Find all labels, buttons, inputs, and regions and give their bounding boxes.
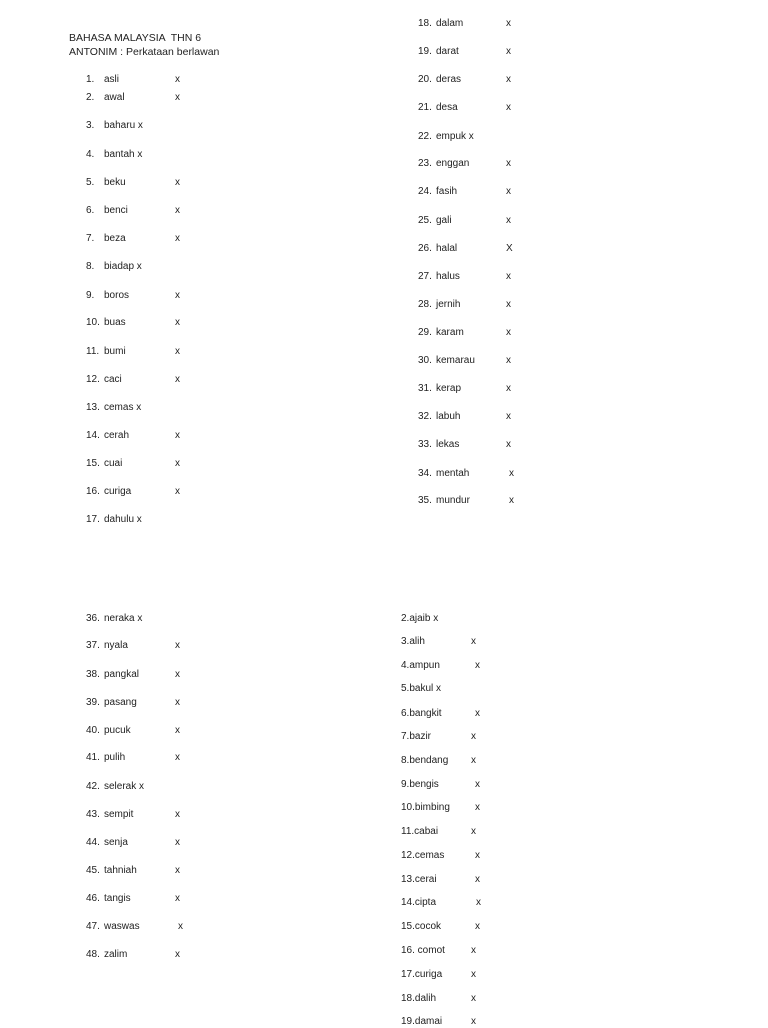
list-item [86, 612, 196, 625]
item-word: karam [436, 327, 464, 338]
cross-mark: x [175, 697, 180, 708]
item-word: benci [104, 205, 128, 216]
item-word: cemas x [104, 402, 142, 413]
cross-mark: x [506, 74, 511, 85]
item-number: 11. [86, 346, 100, 357]
cross-mark: x [471, 731, 476, 742]
item-word: 2.ajaib x [401, 613, 439, 624]
item-word: 7.bazir [401, 731, 432, 742]
item-word: tangis [104, 893, 131, 904]
cross-mark: x [475, 802, 480, 813]
item-word: 5.bakul x [401, 683, 442, 694]
cross-mark: x [509, 468, 514, 479]
cross-mark: x [475, 660, 480, 671]
item-word: senja [104, 837, 128, 848]
cross-mark: x [175, 893, 180, 904]
list-item [418, 45, 528, 58]
cross-mark: x [175, 92, 180, 103]
list-item [86, 696, 196, 709]
list-item [401, 778, 511, 791]
item-word: halal [436, 243, 458, 254]
item-word: jernih [436, 299, 461, 310]
item-number: 41. [86, 752, 100, 763]
list-item [401, 849, 511, 862]
item-number: 28. [418, 299, 432, 310]
list-item [86, 639, 196, 652]
list-item [86, 176, 196, 189]
list-item [86, 429, 196, 442]
item-number: 42. [86, 781, 100, 792]
list-item [418, 101, 528, 114]
cross-mark: x [475, 921, 480, 932]
item-number: 20. [418, 74, 432, 85]
list-item [401, 801, 511, 814]
list-item [401, 944, 511, 957]
item-number: 27. [418, 271, 432, 282]
cross-mark: x [175, 317, 180, 328]
item-word: awal [104, 92, 125, 103]
item-number: 9. [86, 290, 95, 301]
list-item [401, 635, 511, 648]
item-word: lekas [436, 439, 460, 450]
item-word: labuh [436, 411, 461, 422]
list-item [401, 825, 511, 838]
item-word: pasang [104, 697, 137, 708]
cross-mark: x [471, 636, 476, 647]
list-item [86, 724, 196, 737]
item-word: darat [436, 46, 459, 57]
item-number: 7. [86, 233, 95, 244]
item-word: halus [436, 271, 460, 282]
item-number: 35. [418, 495, 432, 506]
item-word: sempit [104, 809, 134, 820]
item-word: 12.cemas [401, 850, 445, 861]
item-number: 18. [418, 18, 432, 29]
item-number: 33. [418, 439, 432, 450]
cross-mark: X [506, 243, 513, 254]
item-word: asli [104, 74, 120, 85]
cross-mark: x [175, 949, 180, 960]
cross-mark: x [175, 486, 180, 497]
list-item [86, 948, 196, 961]
item-word: 6.bangkit [401, 708, 442, 719]
list-item [86, 920, 196, 933]
cross-mark: x [506, 327, 511, 338]
list-item [86, 836, 196, 849]
list-item [86, 91, 196, 104]
item-number: 2. [86, 92, 95, 103]
cross-mark: x [471, 945, 476, 956]
list-item [86, 668, 196, 681]
cross-mark: x [471, 755, 476, 766]
cross-mark: x [475, 708, 480, 719]
cross-mark: x [506, 411, 511, 422]
cross-mark: x [506, 46, 511, 57]
item-word: beku [104, 177, 126, 188]
item-number: 31. [418, 383, 432, 394]
cross-mark: x [506, 299, 511, 310]
cross-mark: x [506, 215, 511, 226]
item-number: 48. [86, 949, 100, 960]
list-item [401, 754, 511, 767]
item-number: 4. [86, 149, 95, 160]
list-item [86, 289, 196, 302]
list-item [401, 682, 511, 695]
cross-mark: x [471, 1016, 476, 1027]
item-number: 44. [86, 837, 100, 848]
item-word: empuk x [436, 131, 474, 142]
item-word: pucuk [104, 725, 131, 736]
item-word: 10.bimbing [401, 802, 450, 813]
item-word: 15.cocok [401, 921, 442, 932]
list-item [418, 410, 528, 423]
list-item [401, 707, 511, 720]
list-item [86, 808, 196, 821]
item-word: 17.curiga [401, 969, 443, 980]
worksheet-header [69, 31, 219, 59]
item-word: selerak x [104, 781, 145, 792]
page-subtitle: ANTONIM : Perkataan berlawan [69, 46, 220, 58]
item-word: 14.cipta [401, 897, 437, 908]
item-number: 25. [418, 215, 432, 226]
item-number: 34. [418, 468, 432, 479]
list-item [401, 992, 511, 1005]
cross-mark: x [506, 18, 511, 29]
item-number: 43. [86, 809, 100, 820]
item-word: kemarau [436, 355, 475, 366]
cross-mark: x [175, 837, 180, 848]
item-word: bumi [104, 346, 126, 357]
item-word: fasih [436, 186, 458, 197]
item-number: 37. [86, 640, 100, 651]
cross-mark: x [175, 809, 180, 820]
list-item [401, 612, 511, 625]
list-item [86, 204, 196, 217]
item-word: baharu x [104, 120, 143, 131]
item-word: dalam [436, 18, 464, 29]
cross-mark: x [178, 921, 183, 932]
item-number: 40. [86, 725, 100, 736]
item-number: 45. [86, 865, 100, 876]
item-number: 14. [86, 430, 100, 441]
item-word: nyala [104, 640, 128, 651]
list-item [418, 382, 528, 395]
list-item [86, 232, 196, 245]
list-item [418, 354, 528, 367]
item-word: kerap [436, 383, 462, 394]
item-word: zalim [104, 949, 128, 960]
item-word: pangkal [104, 669, 140, 680]
list-item [86, 73, 196, 86]
item-number: 5. [86, 177, 95, 188]
item-number: 21. [418, 102, 432, 113]
item-number: 6. [86, 205, 95, 216]
item-word: biadap x [104, 261, 142, 272]
item-word: gali [436, 215, 452, 226]
item-word: neraka x [104, 613, 143, 624]
list-item [418, 73, 528, 86]
list-item [418, 214, 528, 227]
cross-mark: x [471, 826, 476, 837]
cross-mark: x [471, 993, 476, 1004]
cross-mark: x [471, 969, 476, 980]
list-item [86, 316, 196, 329]
list-item [401, 730, 511, 743]
list-item [418, 157, 528, 170]
item-word: 3.alih [401, 636, 425, 647]
item-word: 13.cerai [401, 874, 437, 885]
list-item [86, 864, 196, 877]
item-word: deras [436, 74, 462, 85]
item-number: 32. [418, 411, 432, 422]
list-item [86, 751, 196, 764]
cross-mark: x [175, 430, 180, 441]
cross-mark: x [509, 495, 514, 506]
cross-mark: x [175, 346, 180, 357]
item-word: cuai [104, 458, 123, 469]
list-item [418, 185, 528, 198]
item-word: dahulu x [104, 514, 142, 525]
item-word: pulih [104, 752, 126, 763]
cross-mark: x [175, 669, 180, 680]
cross-mark: x [475, 850, 480, 861]
item-number: 3. [86, 120, 95, 131]
item-number: 46. [86, 893, 100, 904]
cross-mark: x [175, 74, 180, 85]
item-number: 15. [86, 458, 100, 469]
list-item [418, 467, 528, 480]
list-item [86, 485, 196, 498]
item-word: curiga [104, 486, 132, 497]
cross-mark: x [475, 874, 480, 885]
item-number: 17. [86, 514, 100, 525]
list-item [418, 438, 528, 451]
item-number: 30. [418, 355, 432, 366]
item-number: 19. [418, 46, 432, 57]
item-number: 23. [418, 158, 432, 169]
item-number: 1. [86, 74, 95, 85]
item-word: 19.damai [401, 1016, 443, 1027]
item-word: 4.ampun [401, 660, 440, 671]
page-title: BAHASA MALAYSIA THN 6 [69, 32, 202, 44]
cross-mark: x [476, 897, 481, 908]
item-word: beza [104, 233, 126, 244]
cross-mark: x [175, 374, 180, 385]
item-word: 16. comot [401, 945, 445, 956]
cross-mark: x [175, 725, 180, 736]
cross-mark: x [175, 458, 180, 469]
item-word: 9.bengis [401, 779, 439, 790]
item-number: 36. [86, 613, 100, 624]
list-item [418, 298, 528, 311]
cross-mark: x [175, 177, 180, 188]
list-item [86, 345, 196, 358]
cross-mark: x [506, 102, 511, 113]
list-item [418, 130, 528, 143]
item-word: mundur [436, 495, 470, 506]
list-item [86, 457, 196, 470]
cross-mark: x [175, 233, 180, 244]
cross-mark: x [175, 290, 180, 301]
list-item [401, 920, 511, 933]
cross-mark: x [506, 355, 511, 366]
item-number: 10. [86, 317, 100, 328]
list-item [86, 892, 196, 905]
cross-mark: x [175, 865, 180, 876]
list-item [401, 1015, 511, 1028]
item-word: cerah [104, 430, 130, 441]
list-item [418, 242, 528, 255]
list-item [86, 119, 196, 132]
list-item [86, 780, 196, 793]
cross-mark: x [506, 271, 511, 282]
list-item [86, 513, 196, 526]
item-number: 26. [418, 243, 432, 254]
cross-mark: x [506, 439, 511, 450]
list-item [418, 17, 528, 30]
item-word: 11.cabai [401, 826, 439, 837]
item-word: tahniah [104, 865, 137, 876]
item-number: 12. [86, 374, 100, 385]
item-number: 38. [86, 669, 100, 680]
item-number: 29. [418, 327, 432, 338]
list-item [86, 373, 196, 386]
item-number: 16. [86, 486, 100, 497]
list-item [401, 896, 511, 909]
list-item [401, 968, 511, 981]
list-item [418, 326, 528, 339]
item-word: desa [436, 102, 458, 113]
item-number: 39. [86, 697, 100, 708]
cross-mark: x [175, 752, 180, 763]
item-word: bantah x [104, 149, 143, 160]
item-word: 18.dalih [401, 993, 437, 1004]
list-item [401, 873, 511, 886]
item-word: 8.bendang [401, 755, 449, 766]
item-number: 47. [86, 921, 100, 932]
list-item [86, 401, 196, 414]
item-word: buas [104, 317, 126, 328]
item-word: boros [104, 290, 130, 301]
cross-mark: x [175, 205, 180, 216]
list-item [418, 494, 528, 507]
item-word: enggan [436, 158, 470, 169]
item-number: 24. [418, 186, 432, 197]
cross-mark: x [175, 640, 180, 651]
cross-mark: x [506, 186, 511, 197]
list-item [418, 270, 528, 283]
cross-mark: x [475, 779, 480, 790]
cross-mark: x [506, 383, 511, 394]
item-number: 8. [86, 261, 95, 272]
item-number: 22. [418, 131, 432, 142]
item-word: mentah [436, 468, 470, 479]
item-word: caci [104, 374, 122, 385]
cross-mark: x [506, 158, 511, 169]
list-item [401, 659, 511, 672]
item-number: 13. [86, 402, 100, 413]
list-item [86, 260, 196, 273]
list-item [86, 148, 196, 161]
item-word: waswas [104, 921, 140, 932]
